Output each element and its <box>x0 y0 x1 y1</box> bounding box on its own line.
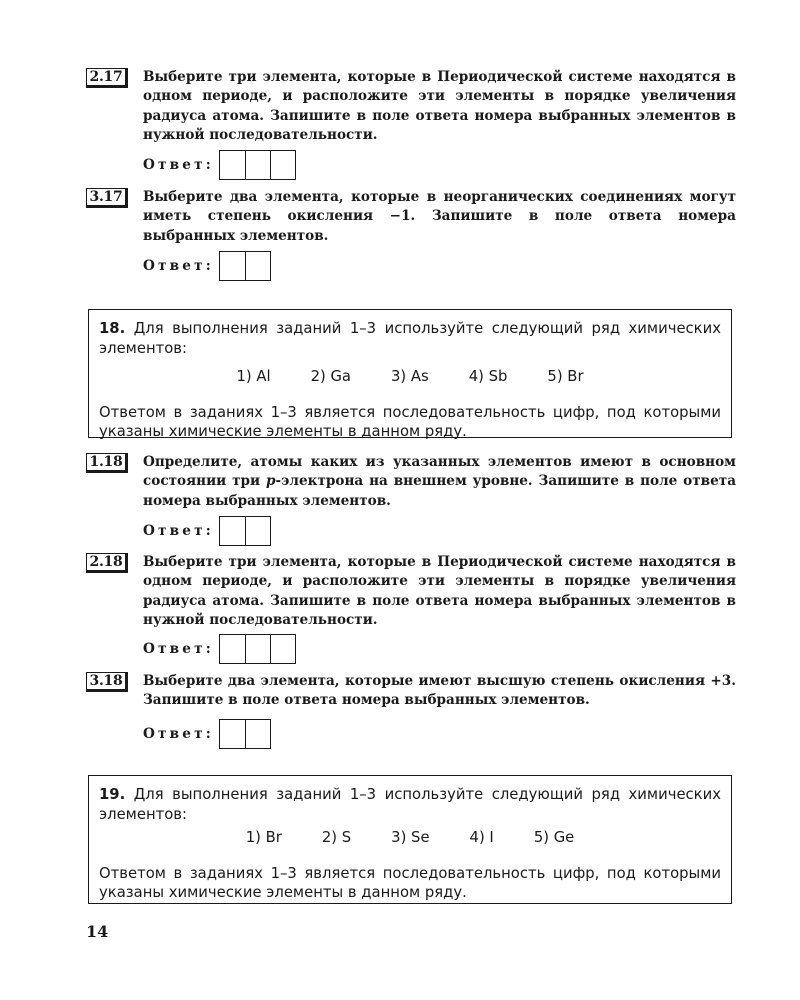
instruction-text: Для выполнения заданий 1–3 используйте следующий ряд химических элементов: <box>99 320 721 357</box>
task-number: 1.18 <box>86 453 128 473</box>
task-1-18 <box>86 453 737 539</box>
answer-cell[interactable] <box>220 252 245 280</box>
element-item: 1) Al <box>236 368 271 385</box>
instruction-box-19 <box>88 775 732 904</box>
task-text-part: -электрона на внешнем уровне. Запишите в поле ответа номера выбранных элементов. <box>143 473 737 509</box>
answer-cell[interactable] <box>220 720 245 748</box>
element-item: 1) Br <box>245 829 282 846</box>
instruction-intro <box>99 785 721 824</box>
element-item: 2) Ga <box>310 368 351 385</box>
element-item: 3) As <box>391 368 429 385</box>
task-number: 3.18 <box>86 672 128 692</box>
answer-row <box>143 150 296 180</box>
task-number: 3.17 <box>86 188 128 208</box>
instruction-text: Для выполнения заданий 1–3 используйте следующий ряд химических элементов: <box>99 786 721 823</box>
answer-cells <box>219 516 271 546</box>
task-text: Выберите два элемента, которые в неорганических соединениях могут иметь степень окисления −1. Запишите в поле ответа номера выбранных элементов. <box>143 189 736 244</box>
answer-label: Ответ: <box>143 726 214 742</box>
answer-cell[interactable] <box>245 151 270 179</box>
task-2-18 <box>86 553 736 657</box>
element-list <box>99 367 721 387</box>
task-3-18 <box>86 672 736 742</box>
instruction-number: 18. <box>99 320 126 337</box>
answer-row <box>143 516 271 546</box>
answer-row <box>143 719 271 749</box>
answer-cell[interactable] <box>245 252 270 280</box>
answer-cell[interactable] <box>245 635 270 663</box>
answer-cells <box>219 719 271 749</box>
answer-cells <box>219 251 271 281</box>
element-item: 2) S <box>321 829 352 846</box>
answer-cell[interactable] <box>270 151 295 179</box>
instruction-number: 19. <box>99 786 126 803</box>
answer-cell[interactable] <box>245 720 270 748</box>
element-item: 4) Sb <box>468 368 508 385</box>
task-text-italic: p <box>266 473 276 490</box>
instruction-note: Ответом в заданиях 1–3 является последовательность цифр, под которыми указаны химические элементы в данном ряду. <box>99 403 721 440</box>
element-list <box>99 828 721 848</box>
answer-label: Ответ: <box>143 641 214 657</box>
answer-cells <box>219 150 296 180</box>
instruction-note: Ответом в заданиях 1–3 является последовательность цифр, под которыми указаны химические элементы в данном ряду. <box>99 864 721 901</box>
element-item: 5) Br <box>547 368 584 385</box>
task-number: 2.18 <box>86 553 128 573</box>
answer-cell[interactable] <box>220 151 245 179</box>
answer-cell[interactable] <box>245 517 270 545</box>
answer-cell[interactable] <box>270 635 295 663</box>
task-number: 2.17 <box>86 68 128 88</box>
answer-label: Ответ: <box>143 157 214 173</box>
task-text <box>143 453 736 511</box>
answer-label: Ответ: <box>143 523 214 539</box>
answer-row <box>143 634 296 664</box>
task-text: Выберите три элемента, которые в Периодической системе находятся в одном периоде, и расположите эти элементы в порядке увеличения радиуса атома. Запишите в поле ответа номера выбранных элементов в нужной последовательности. <box>143 69 736 144</box>
page-number: 14 <box>86 922 109 941</box>
task-text: Выберите три элемента, которые в Периодической системе находятся в одном периоде, и расположите эти элементы в порядке увеличения радиуса атома. Запишите в поле ответа номера выбранных элементов в нужной последовательности. <box>143 554 736 629</box>
answer-cell[interactable] <box>220 517 245 545</box>
answer-cell[interactable] <box>220 635 245 663</box>
task-2-17 <box>86 68 736 173</box>
task-text-part: Определите, атомы каких из указанных элементов имеют в основном состоянии три <box>143 454 736 490</box>
element-item: 5) Ge <box>533 829 575 846</box>
answer-row <box>143 251 271 281</box>
answer-label: Ответ: <box>143 258 214 274</box>
instruction-box-18 <box>88 309 732 438</box>
element-item: 3) Se <box>391 829 430 846</box>
answer-cells <box>219 634 296 664</box>
element-item: 4) I <box>469 829 494 846</box>
instruction-intro <box>99 319 721 358</box>
task-3-17 <box>86 188 736 274</box>
task-text: Выберите два элемента, которые имеют высшую степень окисления +3. Запишите в поле ответа номера выбранных элементов. <box>143 673 736 709</box>
